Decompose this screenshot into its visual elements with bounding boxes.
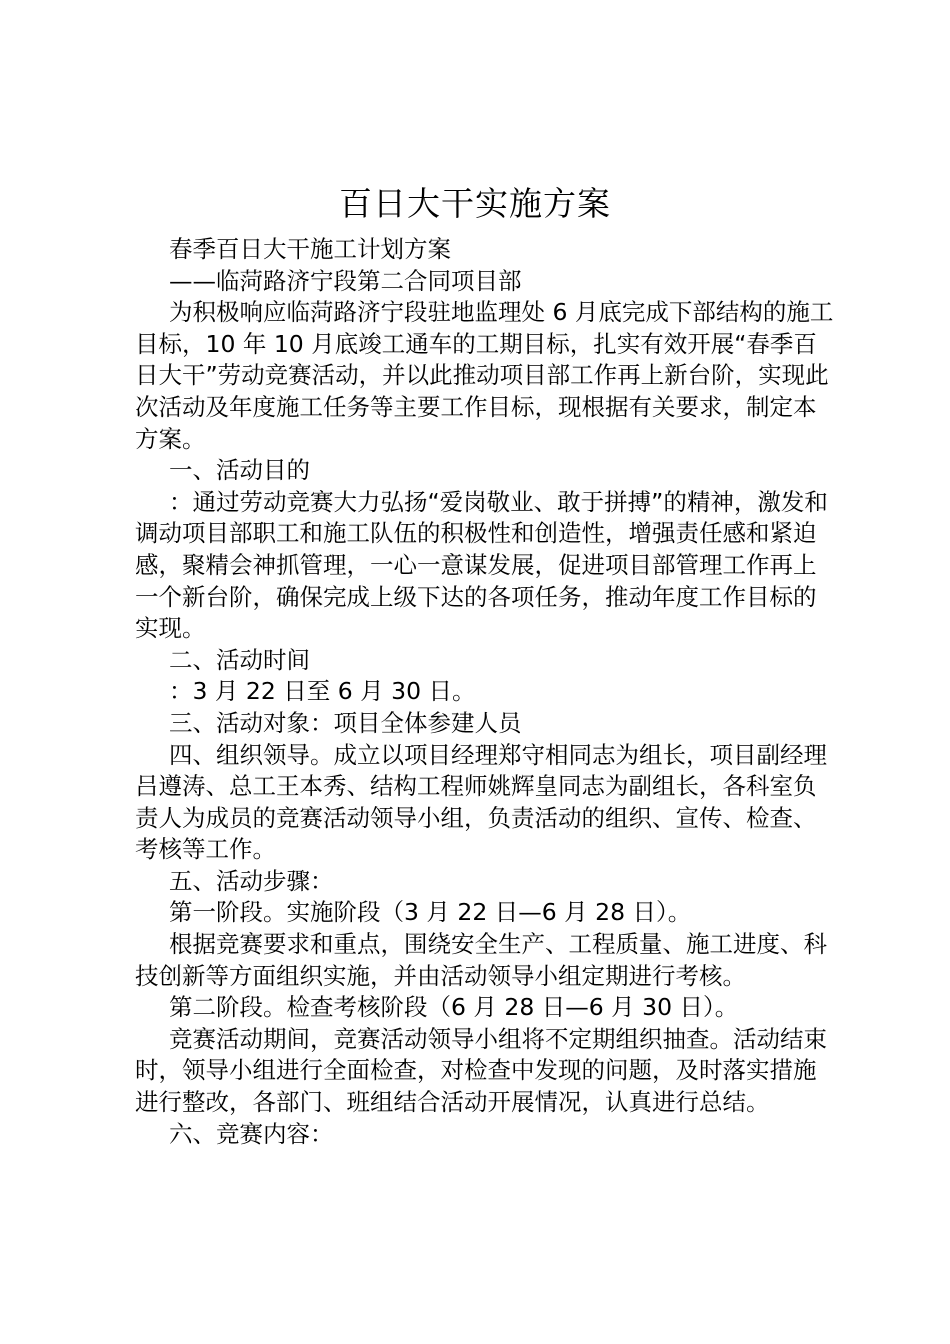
section-heading-content: 六、竞赛内容： bbox=[169, 1119, 334, 1148]
purpose-paragraph: ：通过劳动竞赛大力弘扬“爱岗敬业、敢于拼搏”的精神，激发和调动项目部职工和施工队伍的积极性和创造性，增强责任感和紧迫感，聚精会神抓管理，一心一意谋发展，促进项目部管理工作再上一个新台阶，确保完成上级下达的各项任务，推动年度工作目标的实现。 bbox=[135, 487, 828, 643]
section-heading-purpose: 一、活动目的 bbox=[169, 456, 310, 485]
subtitle: 春季百日大干施工计划方案 bbox=[169, 235, 451, 263]
stage-one-heading: 第一阶段。实施阶段（3 月 22 日—6 月 28 日）。 bbox=[169, 898, 692, 927]
section-heading-time: 二、活动时间 bbox=[169, 645, 310, 674]
time-paragraph: ：3 月 22 日至 6 月 30 日。 bbox=[169, 677, 476, 706]
document-title: 百日大干实施方案 bbox=[339, 184, 611, 223]
document-body bbox=[135, 234, 835, 1150]
stage-two-paragraph: 竞赛活动期间，竞赛活动领导小组将不定期组织抽查。活动结束时，领导小组进行全面检查，对检查中发现的问题，及时落实措施进行整改，各部门、班组结合活动开展情况，认真进行总结。 bbox=[135, 1024, 827, 1117]
section-heading-steps: 五、活动步骤： bbox=[169, 866, 334, 895]
issuer-line: ——临菏路济宁段第二合同项目部 bbox=[169, 266, 522, 295]
stage-two-heading: 第二阶段。检查考核阶段（6 月 28 日—6 月 30 日）。 bbox=[169, 993, 739, 1022]
section-heading-target: 三、活动对象：项目全体参建人员 bbox=[169, 708, 522, 737]
leadership-paragraph: 四、组织领导。成立以项目经理郑守相同志为组长，项目副经理吕遵涛、总工王本秀、结构工程师姚辉皇同志为副组长，各科室负责人为成员的竞赛活动领导小组，负责活动的组织、宣传、检查、考核等工作。 bbox=[135, 740, 827, 864]
stage-one-paragraph: 根据竞赛要求和重点，围绕安全生产、工程质量、施工进度、科技创新等方面组织实施，并由活动领导小组定期进行考核。 bbox=[135, 930, 827, 990]
intro-paragraph: 为积极响应临菏路济宁段驻地监理处 6 月底完成下部结构的施工目标，10 年 10 月底竣工通车的工期目标，扎实有效开展“春季百日大干”劳动竞赛活动，并以此推动项目部工作再上新台阶，实现此次活动及年度施工任务等主要工作目标，现根据有关要求，制定本方案。 bbox=[135, 298, 834, 453]
